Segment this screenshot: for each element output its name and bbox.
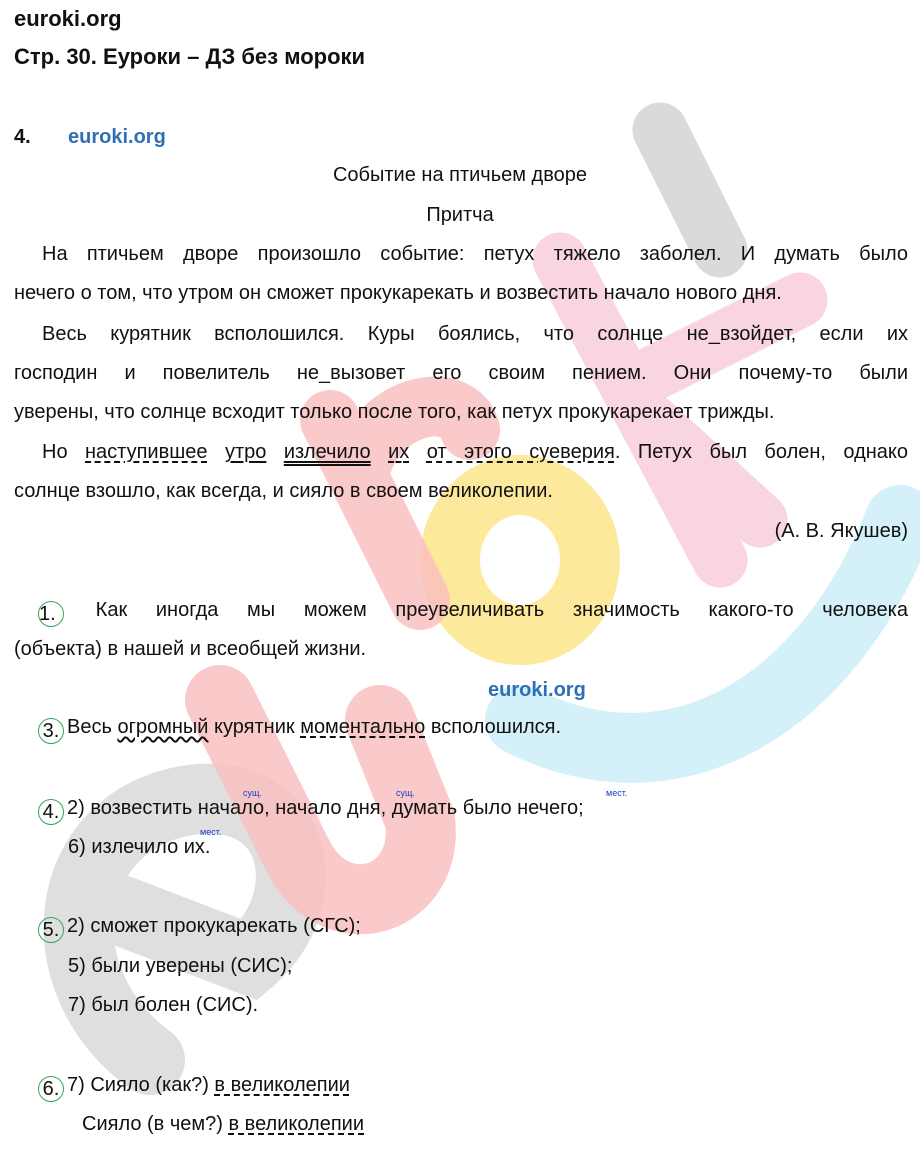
story-genre: Притча xyxy=(426,204,494,226)
paragraph-3-line-2: солнце взошло, как всегда, и сияло в своем великолепии. xyxy=(14,480,553,502)
answer-3-post: всполошился. xyxy=(425,716,562,738)
answer-3 xyxy=(38,716,561,744)
answer-4-line-1 xyxy=(38,797,584,825)
answer-5-number: 5. xyxy=(38,917,64,943)
site-name: euroki.org xyxy=(14,6,122,31)
answer-4-line-2: 6) излечило их. xyxy=(68,836,211,858)
answer-5-line-2: 5) были уверены (СИС); xyxy=(68,955,293,977)
answer-5-line-3: 7) был болен (СИС). xyxy=(68,994,259,1016)
answer-1-line-1 xyxy=(14,591,908,630)
answer-1-number: 1. xyxy=(38,601,64,627)
answer-3-mid: курятник xyxy=(208,716,301,738)
answer-6-phrase-2: в великолепии xyxy=(228,1113,365,1135)
p3-word-1: наступившее xyxy=(85,441,208,463)
note-pronoun-2: мест. xyxy=(200,827,222,837)
answer-5-line-1 xyxy=(38,915,361,943)
paragraph-2-line-2: господин и повелитель не_вызовет его своим пением. Они почему-то были xyxy=(14,362,908,384)
paragraph-1-line-1: На птичьем дворе произошло событие: петух тяжело заболел. И думать было xyxy=(42,243,908,265)
paragraph-3-line-1 xyxy=(14,433,908,472)
answer-1-text: Как иногда мы можем преувеличивать значимость какого-то человека xyxy=(95,599,908,621)
note-noun-2: сущ. xyxy=(396,788,415,798)
answer-6-phrase-1: в великолепии xyxy=(214,1074,350,1096)
answer-5-text-1: 2) сможет прокукарекать (СГС); xyxy=(67,915,361,937)
answer-3-word-1: огромный xyxy=(117,716,209,738)
paragraph-2-line-3: уверены, что солнце всходит только после того, как петух прокукарекает трижды. xyxy=(14,401,775,423)
p3-rest: . Петух был болен, однако xyxy=(614,441,909,463)
paragraph-2 xyxy=(14,315,908,432)
site-mark-2: euroki.org xyxy=(488,679,586,701)
paragraph-1-line-2: нечего о том, что утром он сможет прокукарекать и возвестить начало нового дня. xyxy=(14,282,782,304)
page-title: Стр. 30. Еуроки – ДЗ без мороки xyxy=(14,44,366,69)
answer-1-line-2: (объекта) в нашей и всеобщей жизни. xyxy=(14,638,367,660)
site-mark: euroki.org xyxy=(68,126,166,148)
paragraph-3 xyxy=(14,433,908,511)
answer-6-line-2 xyxy=(82,1113,364,1136)
story-title: Событие на птичьем дворе xyxy=(332,164,587,186)
answer-4-number: 4. xyxy=(38,799,64,825)
p3-word-3: излечило xyxy=(283,441,371,463)
answer-6-number: 6. xyxy=(38,1076,64,1102)
paragraph-1 xyxy=(14,235,908,313)
p3-word-2: утро xyxy=(224,441,267,463)
answer-3-word-2: моментально xyxy=(300,716,426,738)
answer-3-pre: Весь xyxy=(67,716,118,738)
p3-word-4: их xyxy=(388,441,410,463)
author: (А. В. Якушев) xyxy=(774,520,908,542)
paragraph-2-line-1: Весь курятник всполошился. Куры боялись, что солнце не_взойдет, если их xyxy=(42,323,908,345)
task-number: 4. xyxy=(14,126,31,148)
p3-word-5: от этого суеверия xyxy=(426,441,615,463)
answer-4-text-1: 2) возвестить начало, начало дня, думать было нечего; xyxy=(67,797,584,819)
answer-3-number: 3. xyxy=(38,718,64,744)
note-pronoun-1: мест. xyxy=(606,788,628,798)
answer-6-line-1 xyxy=(38,1074,350,1102)
answer-6-pre-2: Сияло (в чем?) xyxy=(82,1113,229,1135)
note-noun-1: сущ. xyxy=(243,788,262,798)
answer-6-pre-1: 7) Сияло (как?) xyxy=(67,1074,215,1096)
p3-start: Но xyxy=(42,441,86,463)
answer-1 xyxy=(14,591,908,669)
